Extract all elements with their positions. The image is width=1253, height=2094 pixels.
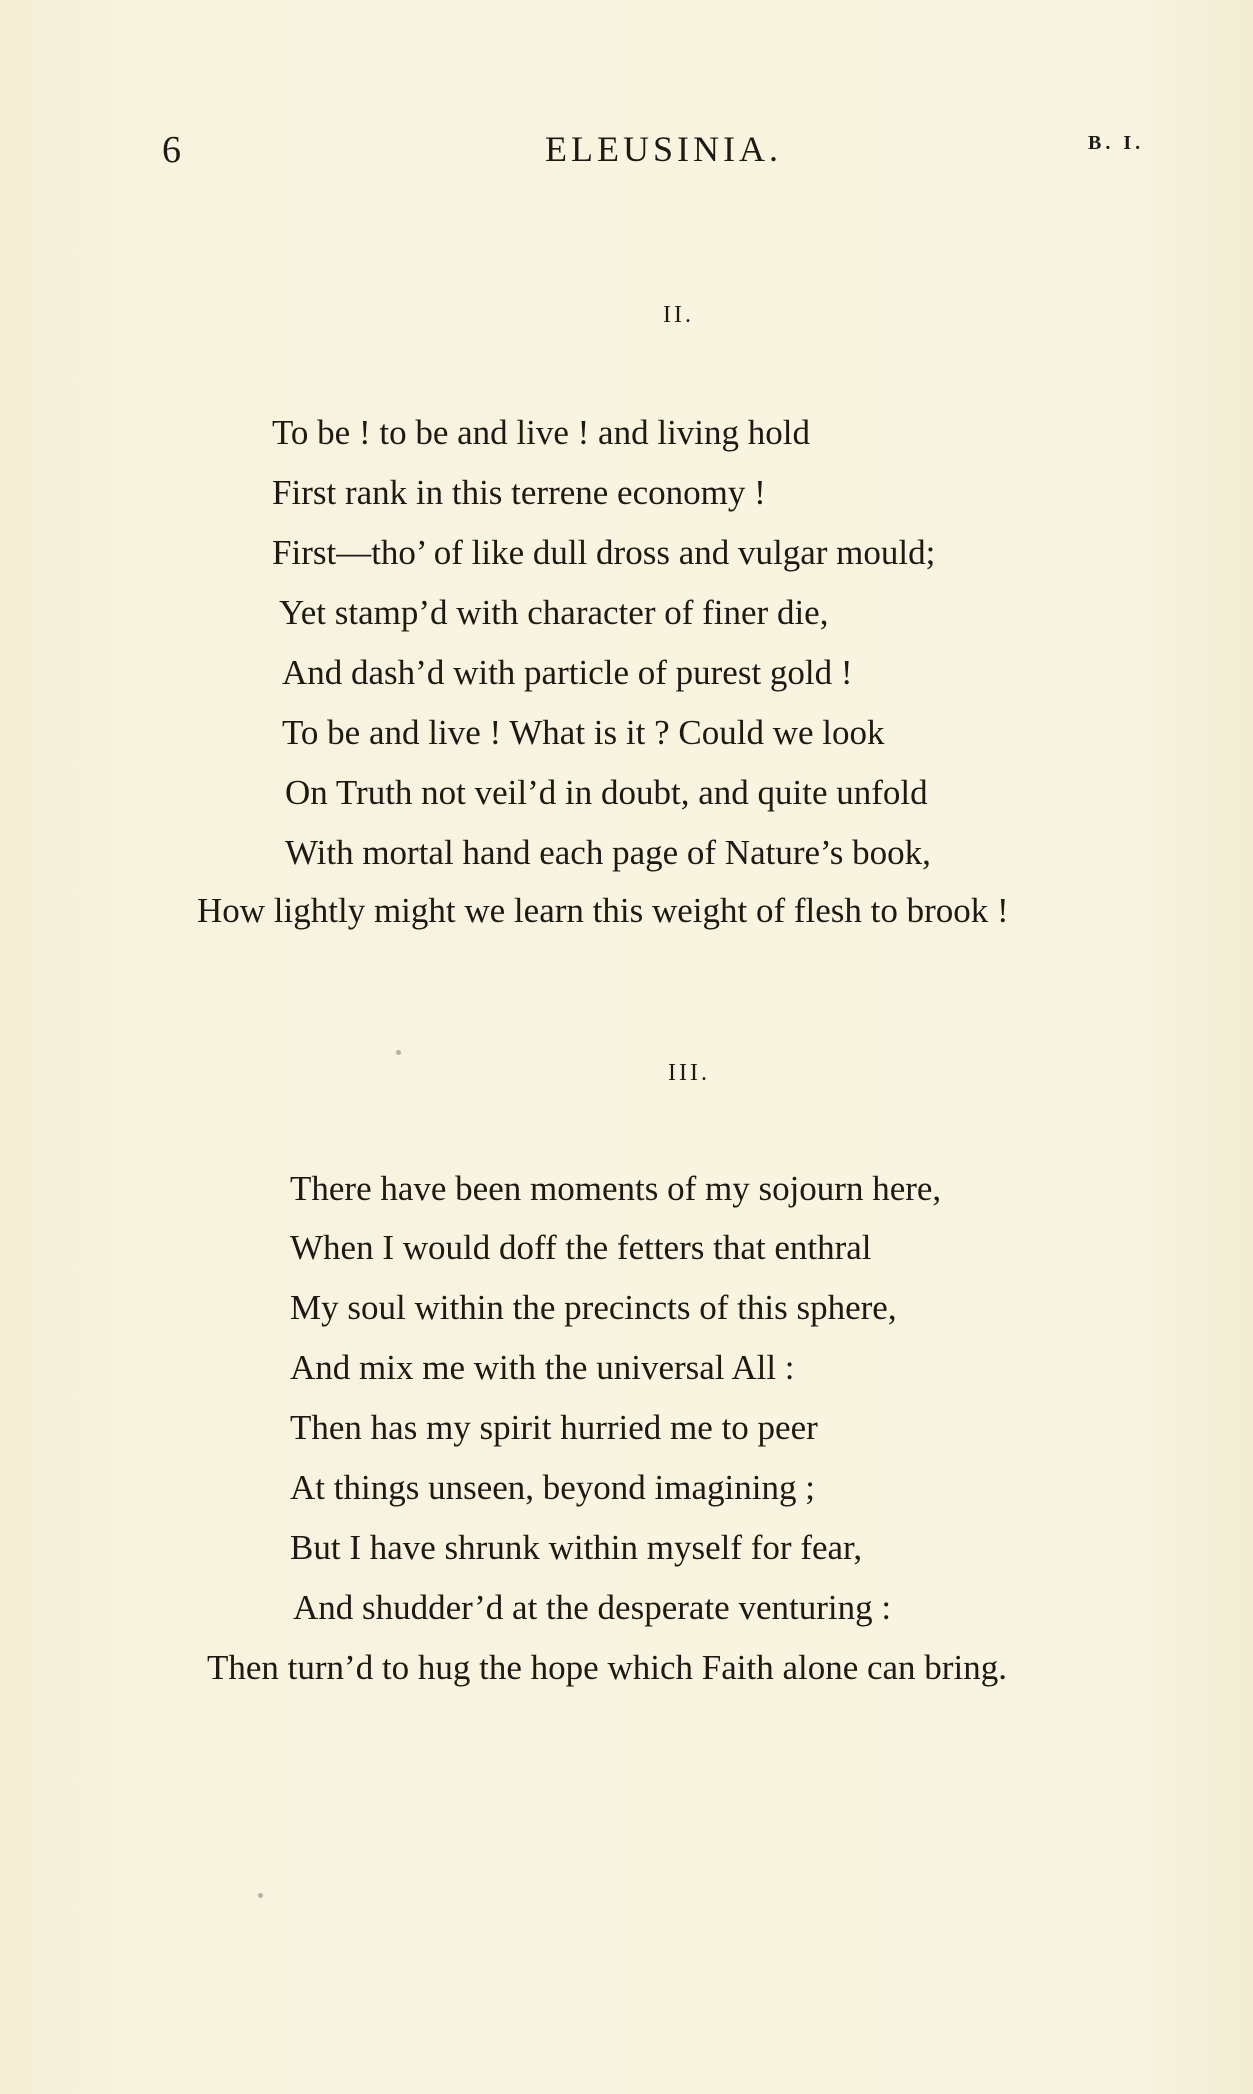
running-title: ELEUSINIA. (545, 129, 782, 169)
verse-line: To be ! to be and live ! and living hold (272, 413, 810, 452)
page-number: 6 (162, 129, 181, 171)
paper-speck (258, 1893, 263, 1898)
verse-line: And mix me with the universal All : (290, 1348, 795, 1387)
verse-line: When I would doff the fetters that enthral (290, 1228, 872, 1267)
verse-line: At things unseen, beyond imagining ; (290, 1468, 815, 1507)
verse-line: Then turn’d to hug the hope which Faith alone can bring. (207, 1648, 1007, 1687)
verse-line: There have been moments of my sojourn here, (290, 1169, 942, 1208)
verse-line: My soul within the precincts of this sphere, (290, 1288, 897, 1327)
verse-line: How lightly might we learn this weight of flesh to brook ! (197, 891, 1009, 930)
verse-line: And shudder’d at the desperate venturing : (293, 1588, 892, 1627)
running-head (0, 128, 1253, 178)
verse-line: To be and live ! What is it ? Could we look (282, 713, 885, 752)
book-reference: B. I. (1088, 132, 1145, 154)
verse-line: And dash’d with particle of purest gold ! (282, 653, 853, 692)
verse-line: On Truth not veil’d in doubt, and quite unfold (285, 773, 928, 812)
stanza-numeral: II. (663, 302, 694, 328)
verse-line: Yet stamp’d with character of finer die, (279, 593, 829, 632)
verse-line: With mortal hand each page of Nature’s book, (285, 833, 931, 872)
verse-line: First—tho’ of like dull dross and vulgar mould; (272, 533, 936, 572)
stanza-numeral: III. (668, 1060, 710, 1086)
verse-line: But I have shrunk within myself for fear, (290, 1528, 863, 1567)
verse-line: Then has my spirit hurried me to peer (290, 1408, 818, 1447)
paper-speck (396, 1050, 401, 1055)
verse-line: First rank in this terrene economy ! (272, 473, 766, 512)
